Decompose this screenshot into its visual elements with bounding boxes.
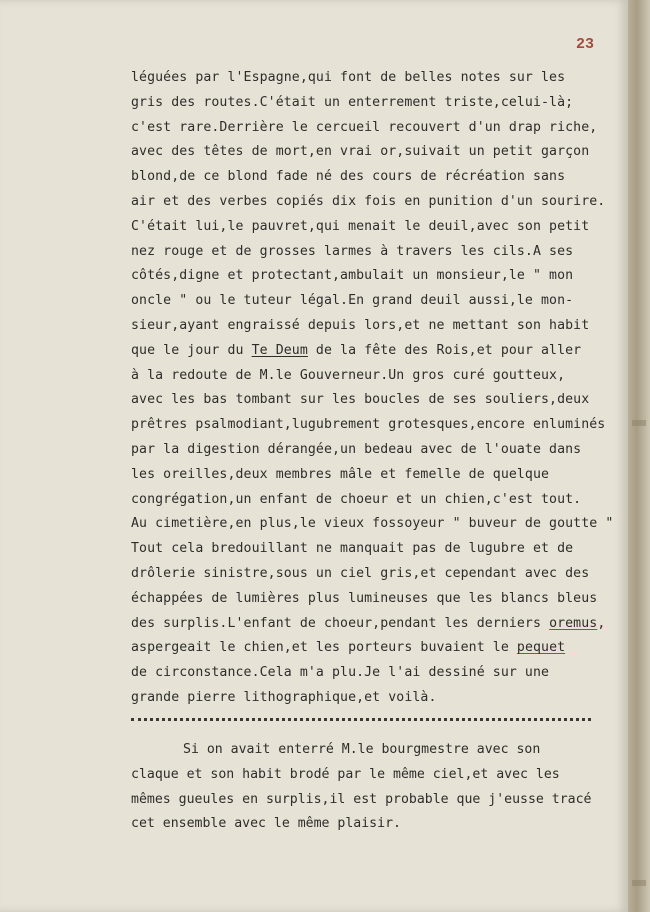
text-line: par la digestion dérangée,un bedeau avec de l'ouate dans [131,441,582,457]
edge-mark [632,880,646,886]
text-line: sieur,ayant engraissé depuis lors,et ne mettant son habit [131,317,590,333]
dotted-separator [131,718,591,721]
text-segment: de la fête des Rois,et pour aller [307,342,582,358]
text-line: cet ensemble avec le même plaisir. [131,816,401,832]
text-line: côtés,digne et protectant,ambulait un monsieur,le " mon [131,268,574,284]
text-line: blond,de ce blond fade né des cours de récréation sans [131,169,566,185]
text-line: avec les bas tombant sur les boucles de ses souliers,deux [131,392,590,408]
text-line: léguées par l'Espagne,qui font de belles notes sur les [131,70,566,85]
text-line: les oreilles,deux membres mâle et femelle de quelque [131,466,550,482]
paragraph-2 [131,738,631,837]
text-line: Si on avait enterré M.le bourgmestre avec son [183,742,541,757]
text-line: C'était lui,le pauvret,qui menait le deuil,avec son petit [131,218,590,234]
text-line [131,612,631,637]
text-line [131,636,631,661]
underlined-word: oremus [549,615,598,631]
text-line: avec des têtes de mort,en vrai or,suivait un petit garçon [131,144,590,160]
text-line: Tout cela bredouillant ne manquait pas de lugubre et de [131,541,574,557]
page-edge [628,0,650,912]
underlined-word: Te Deum [251,342,308,358]
text-line: mêmes gueules en surplis,il est probable que j'eusse tracé [131,791,592,807]
text-line: grande pierre lithographique,et voilà. [131,689,437,705]
text-line: oncle " ou le tuteur légal.En grand deuil aussi,le mon- [131,293,574,309]
underlined-word: pequet [516,640,566,656]
text-line: congrégation,un enfant de choeur et un chien,c'est tout. [131,491,582,507]
text-line: gris des routes.C'était un enterrement triste,celui-là; [131,94,574,110]
page-number: 23 [576,36,595,53]
text-line: prêtres psalmodiant,lugubrement grotesques,encore enluminés [131,417,606,433]
paragraph-1 [131,66,631,711]
text-line: air et des verbes copiés dix fois en punition d'un sourire. [131,193,606,209]
edge-mark [632,420,646,426]
text-line [131,339,631,364]
text-line: claque et son habit brodé par le même ciel,et avec les [131,766,560,782]
text-segment: que le jour du [131,342,252,358]
text-line: c'est rare.Derrière le cercueil recouvert d'un drap riche, [131,119,598,135]
text-line: Au cimetière,en plus,le vieux fossoyeur " buveur de goutte " [131,516,614,532]
text-line: échappées de lumières plus lumineuses que les blancs bleus [131,590,598,606]
text-line: nez rouge et de grosses larmes à travers les cils.A ses [131,243,574,259]
text-segment: , [597,615,606,631]
text-segment: des surplis.L'enfant de choeur,pendant les derniers [131,615,550,631]
text-line: à la redoute de M.le Gouverneur.Un gros curé goutteux, [131,367,566,383]
text-line: drôlerie sinistre,sous un ciel gris,et cependant avec des [131,565,590,581]
text-segment: aspergeait le chien,et les porteurs buvaient le [131,640,517,656]
text-line: de circonstance.Cela m'a plu.Je l'ai dessiné sur une [131,665,550,681]
